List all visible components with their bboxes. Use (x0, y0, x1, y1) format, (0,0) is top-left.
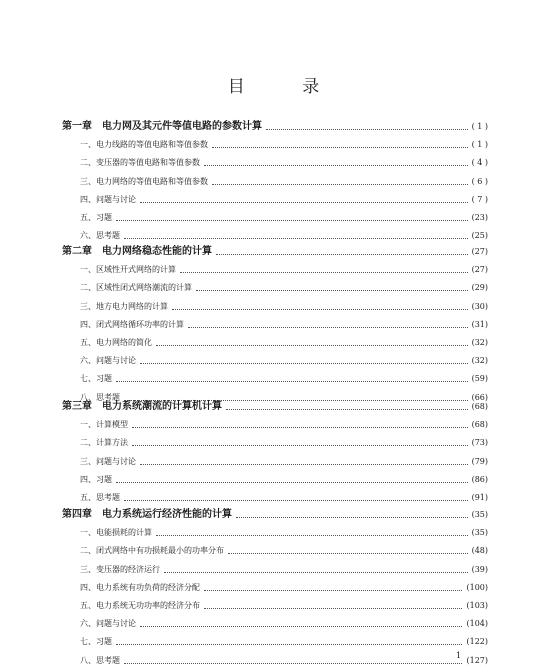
toc-entry-page: (91) (471, 492, 488, 502)
dot-leader (172, 308, 468, 310)
toc-entry[interactable] (62, 542, 488, 560)
chapter-4 (62, 506, 488, 670)
toc-entry-page: (127) (466, 655, 488, 665)
toc-entry[interactable] (62, 561, 488, 579)
toc-entry-page: (79) (471, 456, 488, 466)
toc-entry-page: (48) (471, 546, 488, 556)
toc-entry-page: (35) (471, 528, 488, 538)
chapter-1 (62, 118, 488, 245)
toc-entry-page: (66) (471, 392, 488, 402)
toc-entry[interactable] (62, 154, 488, 172)
dot-leader (116, 380, 468, 382)
toc-chapter-heading-page: ( 1 ) (471, 122, 488, 131)
toc-entry[interactable] (62, 597, 488, 615)
toc-entry-label: 三、电力网络的等值电路和等值参数 (80, 176, 208, 186)
toc-entry-label: 六、思考题 (80, 231, 120, 241)
toc-chapter-heading[interactable] (62, 118, 488, 136)
toc-entry-label: 三、变压器的经济运行 (80, 564, 160, 574)
toc-entry-label: 二、区域性闭式网络潮流的计算 (80, 283, 192, 293)
toc-entry-label: 五、习题 (80, 212, 112, 222)
toc-chapter-heading-page: (68) (471, 402, 488, 411)
toc-entry[interactable] (62, 370, 488, 388)
toc-entry-page: (30) (471, 301, 488, 311)
toc-chapter-heading[interactable] (62, 243, 488, 261)
dot-leader (180, 271, 468, 273)
toc-entry[interactable] (62, 136, 488, 154)
toc-entry-label: 三、地方电力网络的计算 (80, 301, 168, 311)
toc-entry-page: (25) (471, 231, 488, 241)
toc-entry-page: ( 4 ) (471, 158, 488, 168)
dot-leader (124, 237, 468, 239)
toc-entry[interactable] (62, 298, 488, 316)
toc-entry-label: 二、闭式网络中有功损耗最小的功率分布 (80, 546, 224, 556)
toc-entry-page: (68) (471, 420, 488, 430)
toc-entry-page: (73) (471, 438, 488, 448)
dot-leader (140, 362, 468, 364)
dot-leader (164, 571, 468, 573)
toc-entry-label: 八、思考题 (80, 655, 120, 665)
dot-leader (116, 643, 462, 645)
dot-leader (204, 607, 462, 609)
dot-leader (140, 463, 468, 465)
toc-entry-page: (32) (471, 356, 488, 366)
dot-leader (124, 499, 468, 501)
toc-entry-page: (103) (466, 600, 488, 610)
toc-entry-label: 四、电力系统有功负荷的经济分配 (80, 582, 200, 592)
toc-entry[interactable] (62, 334, 488, 352)
dot-leader (266, 128, 468, 130)
toc-entry[interactable] (62, 352, 488, 370)
toc-entry[interactable] (62, 579, 488, 597)
toc-chapter-heading-label: 第三章 电力系统潮流的计算机计算 (62, 401, 222, 412)
toc-entry-page: (29) (471, 283, 488, 293)
toc-entry-label: 六、问题与讨论 (80, 619, 136, 629)
toc-entry[interactable] (62, 524, 488, 542)
toc-entry[interactable] (62, 191, 488, 209)
toc-chapter-heading[interactable] (62, 506, 488, 524)
dot-leader (156, 534, 468, 536)
toc-chapter-heading-label: 第二章 电力网络稳态性能的计算 (62, 246, 212, 257)
toc-chapter-heading-page: (27) (471, 247, 488, 256)
dot-leader (140, 201, 468, 203)
toc-entry-page: (59) (471, 374, 488, 384)
toc-chapter-heading-label: 第四章 电力系统运行经济性能的计算 (62, 509, 232, 520)
toc-entry-label: 四、问题与讨论 (80, 194, 136, 204)
dot-leader (140, 625, 462, 627)
dot-leader (156, 344, 468, 346)
dot-leader (204, 589, 462, 591)
toc-chapter-heading-page: (35) (471, 510, 488, 519)
toc-entry[interactable] (62, 434, 488, 452)
toc-entry-page: (23) (471, 212, 488, 222)
dot-leader (212, 146, 468, 148)
dot-leader (204, 164, 468, 166)
toc-entry-label: 二、变压器的等值电路和等值参数 (80, 158, 200, 168)
toc-entry-label: 五、思考题 (80, 492, 120, 502)
dot-leader (228, 552, 468, 554)
toc-entry-page: (100) (466, 582, 488, 592)
toc-entry-page: (32) (471, 337, 488, 347)
toc-entry-page: (86) (471, 474, 488, 484)
toc-entry-label: 一、区域性开式网络的计算 (80, 265, 176, 275)
toc-entry-page: (122) (466, 637, 488, 647)
toc-entry-page: ( 7 ) (471, 194, 488, 204)
toc-entry-label: 七、习题 (80, 637, 112, 647)
dot-leader (132, 426, 468, 428)
toc-entry-label: 四、习题 (80, 474, 112, 484)
toc-chapter-heading-label: 第一章 电力网及其元件等值电路的参数计算 (62, 121, 262, 132)
toc-entry-label: 一、电能损耗的计算 (80, 528, 152, 538)
toc-entry[interactable] (62, 316, 488, 334)
toc-entry-label: 四、闭式网络循环功率的计算 (80, 319, 184, 329)
toc-entry-label: 五、电力系统无功功率的经济分布 (80, 600, 200, 610)
toc-entry-label: 八、思考题 (80, 392, 120, 402)
dot-leader (212, 183, 468, 185)
toc-entry-page: (27) (471, 265, 488, 275)
dot-leader (116, 219, 468, 221)
toc-entry[interactable] (62, 489, 488, 507)
toc-entry-page: (31) (471, 319, 488, 329)
dot-leader (124, 662, 462, 664)
toc-entry-label: 三、问题与讨论 (80, 456, 136, 466)
toc-entry-page: (39) (471, 564, 488, 574)
toc-entry-label: 七、习题 (80, 374, 112, 384)
dot-leader (196, 289, 468, 291)
dot-leader (216, 253, 468, 255)
toc-entry[interactable] (62, 173, 488, 191)
dot-leader (188, 326, 468, 328)
toc-entry[interactable] (62, 209, 488, 227)
toc-entry-label: 五、电力网络的简化 (80, 337, 152, 347)
dot-leader (236, 516, 468, 518)
dot-leader (116, 481, 468, 483)
chapter-3 (62, 398, 488, 507)
toc-chapter-heading[interactable] (62, 398, 488, 416)
page-title: 目 录 (227, 77, 346, 97)
toc-entry-page: ( 1 ) (471, 140, 488, 150)
toc-entry[interactable] (62, 416, 488, 434)
toc-entry-label: 一、计算模型 (80, 420, 128, 430)
toc-entry[interactable] (62, 633, 488, 651)
dot-leader (226, 408, 468, 410)
toc-entry[interactable] (62, 652, 488, 670)
toc-entry-page: ( 6 ) (471, 176, 488, 186)
toc-entry-label: 二、计算方法 (80, 438, 128, 448)
toc-entry[interactable] (62, 615, 488, 633)
toc-entry-page: (104) (466, 619, 488, 629)
dot-leader (132, 444, 468, 446)
toc-entry[interactable] (62, 453, 488, 471)
toc-entry[interactable] (62, 261, 488, 279)
toc-entry[interactable] (62, 279, 488, 297)
page-number: 1 (456, 651, 462, 660)
chapter-2 (62, 243, 488, 407)
toc-entry[interactable] (62, 471, 488, 489)
toc-entry-label: 六、问题与讨论 (80, 356, 136, 366)
toc-entry-label: 一、电力线路的等值电路和等值参数 (80, 140, 208, 150)
